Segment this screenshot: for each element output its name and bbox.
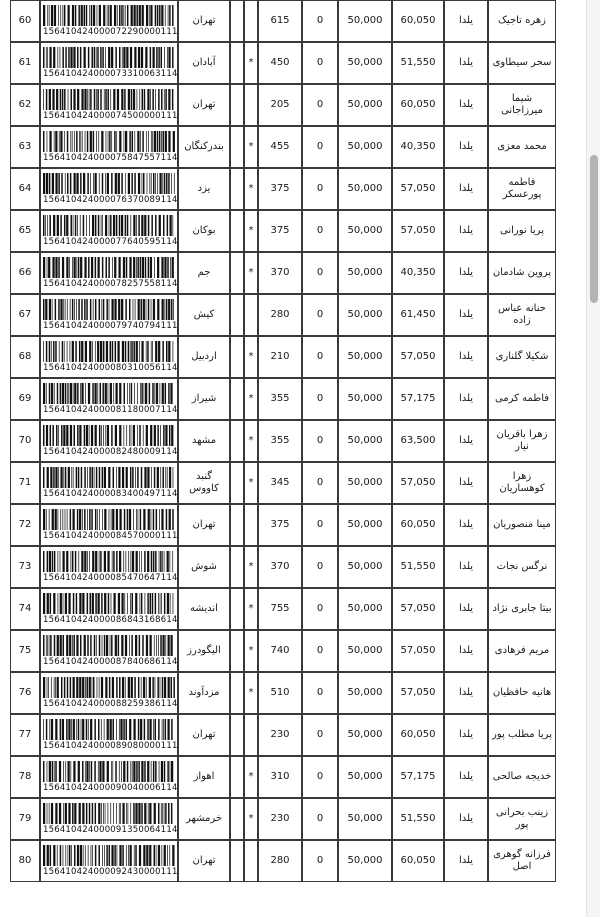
cell-city: یزد — [178, 168, 230, 210]
table-row — [10, 588, 556, 630]
cell-customer-name: مینا منصوریان — [488, 504, 556, 546]
barcode — [43, 5, 178, 38]
cell-price-base: 50,000 — [338, 546, 392, 588]
table-row — [10, 840, 556, 882]
table-row — [10, 42, 556, 84]
barcode — [43, 677, 178, 710]
barcode — [43, 509, 178, 542]
cell-zero-value: 0 — [302, 840, 338, 882]
vertical-scrollbar[interactable] — [586, 0, 600, 917]
cell-row-index: 72 — [10, 504, 40, 546]
cell-flag-one: * — [244, 462, 258, 504]
cell-row-index: 61 — [10, 42, 40, 84]
cell-customer-name: هانیه حافظیان — [488, 672, 556, 714]
cell-flag-two — [230, 84, 244, 126]
cell-zero-value: 0 — [302, 126, 338, 168]
cell-flag-two — [230, 630, 244, 672]
cell-barcode — [40, 420, 178, 462]
cell-price-total: 57,175 — [392, 378, 444, 420]
cell-brand: یلدا — [444, 504, 488, 546]
cell-barcode — [40, 252, 178, 294]
cell-barcode — [40, 588, 178, 630]
order-table-container — [10, 0, 556, 882]
cell-brand: یلدا — [444, 588, 488, 630]
cell-flag-two — [230, 168, 244, 210]
cell-zero-value: 0 — [302, 42, 338, 84]
cell-weight: 230 — [258, 798, 302, 840]
cell-price-base: 50,000 — [338, 420, 392, 462]
cell-price-base: 50,000 — [338, 840, 392, 882]
cell-weight: 210 — [258, 336, 302, 378]
cell-price-total: 57,050 — [392, 168, 444, 210]
barcode — [43, 635, 178, 668]
barcode — [43, 593, 178, 626]
table-row — [10, 84, 556, 126]
barcode-number: 156410424000086843168614 — [43, 614, 178, 625]
cell-flag-two — [230, 420, 244, 462]
cell-customer-name: زینب بحرانی پور — [488, 798, 556, 840]
cell-row-index: 63 — [10, 126, 40, 168]
cell-flag-one — [244, 714, 258, 756]
cell-barcode — [40, 378, 178, 420]
table-row — [10, 294, 556, 336]
barcode — [43, 719, 178, 752]
cell-brand: یلدا — [444, 252, 488, 294]
cell-price-total: 63,500 — [392, 420, 444, 462]
barcode-number: 156410424000090040006114 — [43, 782, 178, 793]
table-row — [10, 210, 556, 252]
cell-customer-name: نرگس نجات — [488, 546, 556, 588]
cell-price-base: 50,000 — [338, 126, 392, 168]
cell-city: مشهد — [178, 420, 230, 462]
cell-flag-one: * — [244, 210, 258, 252]
cell-price-base: 50,000 — [338, 42, 392, 84]
barcode — [43, 761, 178, 794]
barcode — [43, 131, 178, 164]
barcode-number: 156410424000077640595114 — [43, 236, 178, 247]
cell-price-total: 51,550 — [392, 42, 444, 84]
scrollbar-thumb[interactable] — [590, 155, 598, 303]
cell-row-index: 67 — [10, 294, 40, 336]
cell-brand: یلدا — [444, 0, 488, 42]
cell-customer-name: حنانه عباس زاده — [488, 294, 556, 336]
barcode-number: 156410424000074500000111 — [43, 110, 178, 121]
cell-zero-value: 0 — [302, 588, 338, 630]
cell-barcode — [40, 0, 178, 42]
cell-city: تهران — [178, 0, 230, 42]
barcode-number: 156410424000082480009114 — [43, 446, 178, 457]
cell-price-total: 60,050 — [392, 504, 444, 546]
cell-customer-name: زهره تاجیک — [488, 0, 556, 42]
cell-price-base: 50,000 — [338, 504, 392, 546]
order-table-body — [10, 0, 556, 882]
cell-weight: 370 — [258, 546, 302, 588]
cell-zero-value: 0 — [302, 756, 338, 798]
cell-weight: 615 — [258, 0, 302, 42]
barcode-number: 156410424000084570000111 — [43, 530, 178, 541]
cell-price-base: 50,000 — [338, 588, 392, 630]
cell-price-total: 60,050 — [392, 0, 444, 42]
barcode — [43, 215, 178, 248]
cell-row-index: 77 — [10, 714, 40, 756]
cell-flag-two — [230, 840, 244, 882]
barcode-number: 156410424000075847557114 — [43, 152, 178, 163]
cell-price-base: 50,000 — [338, 336, 392, 378]
cell-price-base: 50,000 — [338, 252, 392, 294]
cell-barcode — [40, 756, 178, 798]
table-row — [10, 462, 556, 504]
cell-row-index: 62 — [10, 84, 40, 126]
cell-customer-name: محمد معزی — [488, 126, 556, 168]
table-row — [10, 714, 556, 756]
cell-brand: یلدا — [444, 546, 488, 588]
cell-brand: یلدا — [444, 672, 488, 714]
table-row — [10, 168, 556, 210]
cell-weight: 280 — [258, 294, 302, 336]
cell-price-total: 57,175 — [392, 756, 444, 798]
cell-price-base: 50,000 — [338, 378, 392, 420]
cell-barcode — [40, 840, 178, 882]
cell-barcode — [40, 42, 178, 84]
cell-barcode — [40, 462, 178, 504]
cell-weight: 310 — [258, 756, 302, 798]
cell-zero-value: 0 — [302, 630, 338, 672]
cell-flag-two — [230, 756, 244, 798]
cell-row-index: 74 — [10, 588, 40, 630]
cell-zero-value: 0 — [302, 504, 338, 546]
cell-price-base: 50,000 — [338, 294, 392, 336]
cell-row-index: 70 — [10, 420, 40, 462]
barcode-number: 156410424000080310056114 — [43, 362, 178, 373]
cell-city: گنبد کاووس — [178, 462, 230, 504]
cell-row-index: 69 — [10, 378, 40, 420]
cell-price-base: 50,000 — [338, 630, 392, 672]
cell-flag-two — [230, 252, 244, 294]
cell-zero-value: 0 — [302, 294, 338, 336]
cell-brand: یلدا — [444, 630, 488, 672]
cell-flag-two — [230, 0, 244, 42]
cell-barcode — [40, 336, 178, 378]
cell-zero-value: 0 — [302, 420, 338, 462]
cell-weight: 510 — [258, 672, 302, 714]
cell-row-index: 68 — [10, 336, 40, 378]
cell-row-index: 75 — [10, 630, 40, 672]
cell-zero-value: 0 — [302, 672, 338, 714]
cell-barcode — [40, 672, 178, 714]
cell-customer-name: فرزانه گوهری اصل — [488, 840, 556, 882]
cell-zero-value: 0 — [302, 252, 338, 294]
table-row — [10, 336, 556, 378]
table-row — [10, 798, 556, 840]
cell-city: تهران — [178, 84, 230, 126]
table-row — [10, 630, 556, 672]
barcode-number: 156410424000092430000111 — [43, 866, 178, 877]
cell-city: آبادان — [178, 42, 230, 84]
cell-zero-value: 0 — [302, 84, 338, 126]
cell-flag-one — [244, 840, 258, 882]
cell-flag-one — [244, 0, 258, 42]
barcode-number: 156410424000091350064114 — [43, 824, 178, 835]
barcode-number: 156410424000081180007114 — [43, 404, 178, 415]
cell-brand: یلدا — [444, 168, 488, 210]
cell-flag-one: * — [244, 42, 258, 84]
cell-customer-name: شکیلا گلناری — [488, 336, 556, 378]
cell-flag-two — [230, 672, 244, 714]
cell-flag-two — [230, 588, 244, 630]
cell-flag-two — [230, 336, 244, 378]
barcode-number: 156410424000072290000111 — [43, 26, 178, 37]
barcode-number: 156410424000088259386114 — [43, 698, 178, 709]
barcode — [43, 341, 178, 374]
cell-barcode — [40, 84, 178, 126]
cell-zero-value: 0 — [302, 714, 338, 756]
cell-weight: 375 — [258, 168, 302, 210]
cell-customer-name: پریا نورانی — [488, 210, 556, 252]
cell-brand: یلدا — [444, 798, 488, 840]
cell-city: اردبیل — [178, 336, 230, 378]
barcode — [43, 299, 178, 332]
cell-flag-two — [230, 294, 244, 336]
cell-city: اهواز — [178, 756, 230, 798]
cell-row-index: 64 — [10, 168, 40, 210]
table-row — [10, 504, 556, 546]
cell-zero-value: 0 — [302, 546, 338, 588]
cell-customer-name: بیتا جابری نژاد — [488, 588, 556, 630]
cell-brand: یلدا — [444, 714, 488, 756]
cell-zero-value: 0 — [302, 168, 338, 210]
cell-city: خرمشهر — [178, 798, 230, 840]
cell-price-base: 50,000 — [338, 84, 392, 126]
cell-flag-two — [230, 210, 244, 252]
cell-city: تهران — [178, 504, 230, 546]
cell-flag-one: * — [244, 630, 258, 672]
table-row — [10, 756, 556, 798]
cell-flag-one — [244, 294, 258, 336]
cell-weight: 375 — [258, 210, 302, 252]
cell-zero-value: 0 — [302, 210, 338, 252]
barcode-number: 156410424000076370089114 — [43, 194, 178, 205]
cell-customer-name: زهرا باقریان نیار — [488, 420, 556, 462]
cell-price-base: 50,000 — [338, 210, 392, 252]
cell-flag-two — [230, 714, 244, 756]
cell-flag-one: * — [244, 420, 258, 462]
cell-zero-value: 0 — [302, 0, 338, 42]
order-table — [10, 0, 556, 882]
cell-flag-one: * — [244, 378, 258, 420]
cell-barcode — [40, 630, 178, 672]
cell-city: تهران — [178, 840, 230, 882]
cell-city: الیگودرز — [178, 630, 230, 672]
cell-brand: یلدا — [444, 336, 488, 378]
cell-flag-two — [230, 42, 244, 84]
barcode — [43, 803, 178, 836]
cell-customer-name: پریا مطلب پور — [488, 714, 556, 756]
cell-weight: 230 — [258, 714, 302, 756]
cell-flag-one: * — [244, 756, 258, 798]
barcode-number: 156410424000089080000111 — [43, 740, 178, 751]
cell-barcode — [40, 798, 178, 840]
cell-price-base: 50,000 — [338, 168, 392, 210]
cell-brand: یلدا — [444, 126, 488, 168]
barcode — [43, 467, 178, 500]
cell-row-index: 79 — [10, 798, 40, 840]
table-row — [10, 0, 556, 42]
cell-customer-name: زهرا کوهساریان — [488, 462, 556, 504]
cell-row-index: 80 — [10, 840, 40, 882]
cell-price-total: 57,050 — [392, 336, 444, 378]
cell-customer-name: فاطمه پورعسکر — [488, 168, 556, 210]
cell-brand: یلدا — [444, 378, 488, 420]
cell-barcode — [40, 210, 178, 252]
cell-city: بوکان — [178, 210, 230, 252]
cell-price-total: 57,050 — [392, 630, 444, 672]
table-row — [10, 378, 556, 420]
cell-brand: یلدا — [444, 840, 488, 882]
cell-flag-two — [230, 462, 244, 504]
cell-brand: یلدا — [444, 294, 488, 336]
cell-flag-two — [230, 378, 244, 420]
cell-flag-two — [230, 798, 244, 840]
barcode-number: 156410424000073310063114 — [43, 68, 178, 79]
cell-flag-two — [230, 504, 244, 546]
cell-price-base: 50,000 — [338, 798, 392, 840]
barcode — [43, 47, 178, 80]
cell-price-base: 50,000 — [338, 462, 392, 504]
cell-customer-name: مریم فرهادی — [488, 630, 556, 672]
cell-weight: 280 — [258, 840, 302, 882]
cell-barcode — [40, 294, 178, 336]
barcode-number: 156410424000078257558114 — [43, 278, 178, 289]
table-row — [10, 420, 556, 462]
barcode-number: 156410424000085470647114 — [43, 572, 178, 583]
table-row — [10, 252, 556, 294]
barcode-number: 156410424000079740794111 — [43, 320, 178, 331]
cell-price-total: 51,550 — [392, 546, 444, 588]
cell-barcode — [40, 504, 178, 546]
cell-price-base: 50,000 — [338, 0, 392, 42]
cell-flag-two — [230, 126, 244, 168]
cell-price-total: 60,050 — [392, 714, 444, 756]
cell-price-total: 51,550 — [392, 798, 444, 840]
cell-zero-value: 0 — [302, 378, 338, 420]
cell-customer-name: پروین شادمان — [488, 252, 556, 294]
cell-city: شوش — [178, 546, 230, 588]
cell-customer-name: فاطمه کرمی — [488, 378, 556, 420]
cell-barcode — [40, 714, 178, 756]
cell-price-base: 50,000 — [338, 672, 392, 714]
cell-city: مزدآوند — [178, 672, 230, 714]
cell-city: اندیشه — [178, 588, 230, 630]
cell-customer-name: شیما میرزاجانی — [488, 84, 556, 126]
cell-weight: 205 — [258, 84, 302, 126]
cell-brand: یلدا — [444, 756, 488, 798]
table-row — [10, 126, 556, 168]
cell-row-index: 65 — [10, 210, 40, 252]
cell-price-total: 57,050 — [392, 588, 444, 630]
cell-flag-two — [230, 546, 244, 588]
cell-price-total: 57,050 — [392, 462, 444, 504]
barcode-number: 156410424000083400497114 — [43, 488, 178, 499]
cell-barcode — [40, 126, 178, 168]
cell-weight: 740 — [258, 630, 302, 672]
table-row — [10, 546, 556, 588]
barcode — [43, 845, 178, 878]
cell-flag-one: * — [244, 252, 258, 294]
cell-weight: 375 — [258, 504, 302, 546]
cell-city: بندرکنگان — [178, 126, 230, 168]
cell-price-total: 40,350 — [392, 252, 444, 294]
cell-brand: یلدا — [444, 420, 488, 462]
cell-weight: 355 — [258, 420, 302, 462]
cell-flag-one: * — [244, 546, 258, 588]
cell-city: شیراز — [178, 378, 230, 420]
cell-flag-one: * — [244, 588, 258, 630]
cell-flag-one: * — [244, 126, 258, 168]
barcode-number: 156410424000087840686114 — [43, 656, 178, 667]
barcode — [43, 173, 178, 206]
cell-flag-one: * — [244, 168, 258, 210]
cell-row-index: 78 — [10, 756, 40, 798]
cell-price-total: 60,050 — [392, 840, 444, 882]
cell-price-base: 50,000 — [338, 756, 392, 798]
cell-weight: 355 — [258, 378, 302, 420]
cell-zero-value: 0 — [302, 336, 338, 378]
cell-customer-name: خدیجه صالحی — [488, 756, 556, 798]
cell-weight: 455 — [258, 126, 302, 168]
cell-weight: 345 — [258, 462, 302, 504]
cell-zero-value: 0 — [302, 798, 338, 840]
cell-row-index: 66 — [10, 252, 40, 294]
cell-brand: یلدا — [444, 210, 488, 252]
table-row — [10, 672, 556, 714]
cell-brand: یلدا — [444, 462, 488, 504]
cell-flag-one: * — [244, 336, 258, 378]
cell-price-total: 57,050 — [392, 210, 444, 252]
cell-price-total: 61,450 — [392, 294, 444, 336]
cell-city: کیش — [178, 294, 230, 336]
cell-price-total: 57,050 — [392, 672, 444, 714]
barcode — [43, 383, 178, 416]
cell-price-total: 40,350 — [392, 126, 444, 168]
cell-row-index: 76 — [10, 672, 40, 714]
cell-brand: یلدا — [444, 84, 488, 126]
cell-weight: 755 — [258, 588, 302, 630]
cell-row-index: 71 — [10, 462, 40, 504]
barcode — [43, 89, 178, 122]
cell-weight: 370 — [258, 252, 302, 294]
cell-weight: 450 — [258, 42, 302, 84]
cell-brand: یلدا — [444, 42, 488, 84]
cell-zero-value: 0 — [302, 462, 338, 504]
cell-flag-one — [244, 84, 258, 126]
cell-flag-one: * — [244, 672, 258, 714]
cell-barcode — [40, 546, 178, 588]
cell-flag-one: * — [244, 798, 258, 840]
cell-row-index: 73 — [10, 546, 40, 588]
cell-city: جم — [178, 252, 230, 294]
cell-price-base: 50,000 — [338, 714, 392, 756]
cell-price-total: 60,050 — [392, 84, 444, 126]
cell-flag-one — [244, 504, 258, 546]
cell-row-index: 60 — [10, 0, 40, 42]
cell-customer-name: سحر سیطاوی — [488, 42, 556, 84]
barcode — [43, 551, 178, 584]
cell-barcode — [40, 168, 178, 210]
cell-city: تهران — [178, 714, 230, 756]
barcode — [43, 425, 178, 458]
barcode — [43, 257, 178, 290]
